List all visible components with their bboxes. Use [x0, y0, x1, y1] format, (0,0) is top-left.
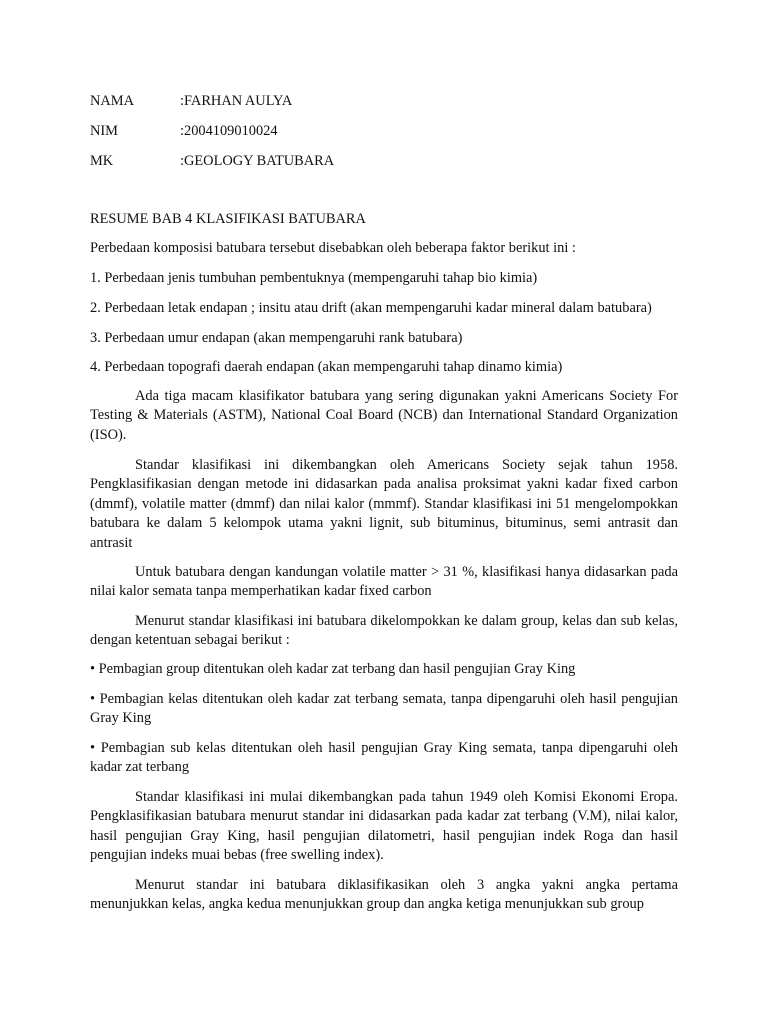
nama-label: NAMA: [90, 93, 134, 109]
nama-separator: :: [180, 93, 184, 109]
header-mk-row: [90, 151, 690, 171]
paragraph-volatile: Untuk batubara dengan kandungan volatile matter > 31 %, klasifikasi hanya didasarkan pada nilai kalor semata tanpa memperhatikan kadar fixed carbon: [90, 564, 678, 600]
nim-label: NIM: [90, 123, 118, 139]
paragraph-iso-numbers: Menurut standar ini batubara diklasifikasikan oleh 3 angka yakni angka pertama menunjukkan kelas, angka kedua menunjukkan group dan angka ketiga menunjukkan sub group: [90, 877, 678, 913]
paragraph-classifiers: Ada tiga macam klasifikator batubara yang sering digunakan yakni Americans Society For Testing & Materials (ASTM), National Coal Board (NCB) dan International Standard Organization (ISO).: [90, 388, 678, 443]
paragraph-iso: Standar klasifikasi ini mulai dikembangkan pada tahun 1949 oleh Komisi Ekonomi Eropa. Pengklasifikasian batubara menurut standar ini didasarkan pada kadar zat terbang (V.M), nilai kalor, hasil pengujian Gray King, hasil pengujian dilatometri, hasil pengujian indek Roga dan hasil pengujian indeks muai bebas (free swelling index).: [90, 789, 678, 864]
paragraph-ncb-intro: Menurut standar klasifikasi ini batubara dikelompokkan ke dalam group, kelas dan sub kelas, dengan ketentuan sebagai berikut :: [90, 613, 678, 649]
factor-item-1: 1. Perbedaan jenis tumbuhan pembentuknya (mempengaruhi tahap bio kimia): [90, 270, 538, 286]
factor-item-3: 3. Perbedaan umur endapan (akan mempengaruhi rank batubara): [90, 330, 463, 346]
bullet-kelas: • Pembagian kelas ditentukan oleh kadar zat terbang semata, tanpa dipengaruhi oleh hasil pengujian Gray King: [90, 691, 678, 727]
document-title: RESUME BAB 4 KLASIFIKASI BATUBARA: [90, 211, 366, 227]
factor-item-4: 4. Perbedaan topografi daerah endapan (akan mempengaruhi tahap dinamo kimia): [90, 359, 563, 375]
mk-label: MK: [90, 153, 114, 169]
paragraph-astm: Standar klasifikasi ini dikembangkan oleh Americans Society sejak tahun 1958. Pengklasifikasian dengan metode ini didasarkan pada analisa proksimat yakni kadar fixed carbon (dmmf), volatile matter (dmmf) dan nilai kalor (mmmf). Standar klasifikasi ini 51 mengelompokkan batubara ke dalam 5 kelompok utama yakni lignit, sub bituminus, bituminus, semi antrasit dan antrasit: [90, 457, 678, 551]
nama-value: FARHAN AULYA: [184, 93, 293, 109]
mk-separator: :: [180, 153, 184, 169]
header-nim-row: [90, 121, 690, 141]
nim-separator: :: [180, 123, 184, 139]
bullet-sub-kelas: • Pembagian sub kelas ditentukan oleh hasil pengujian Gray King semata, tanpa dipengaruhi oleh kadar zat terbang: [90, 740, 678, 776]
nim-value: 2004109010024: [184, 123, 278, 139]
bullet-group: • Pembagian group ditentukan oleh kadar zat terbang dan hasil pengujian Gray King: [90, 661, 576, 677]
factor-item-2: 2. Perbedaan letak endapan ; insitu atau drift (akan mempengaruhi kadar mineral dalam batubara): [90, 300, 652, 316]
intro-text: Perbedaan komposisi batubara tersebut disebabkan oleh beberapa faktor berikut ini :: [90, 240, 576, 256]
header-nama-row: [90, 91, 690, 111]
mk-value: GEOLOGY BATUBARA: [184, 153, 335, 169]
